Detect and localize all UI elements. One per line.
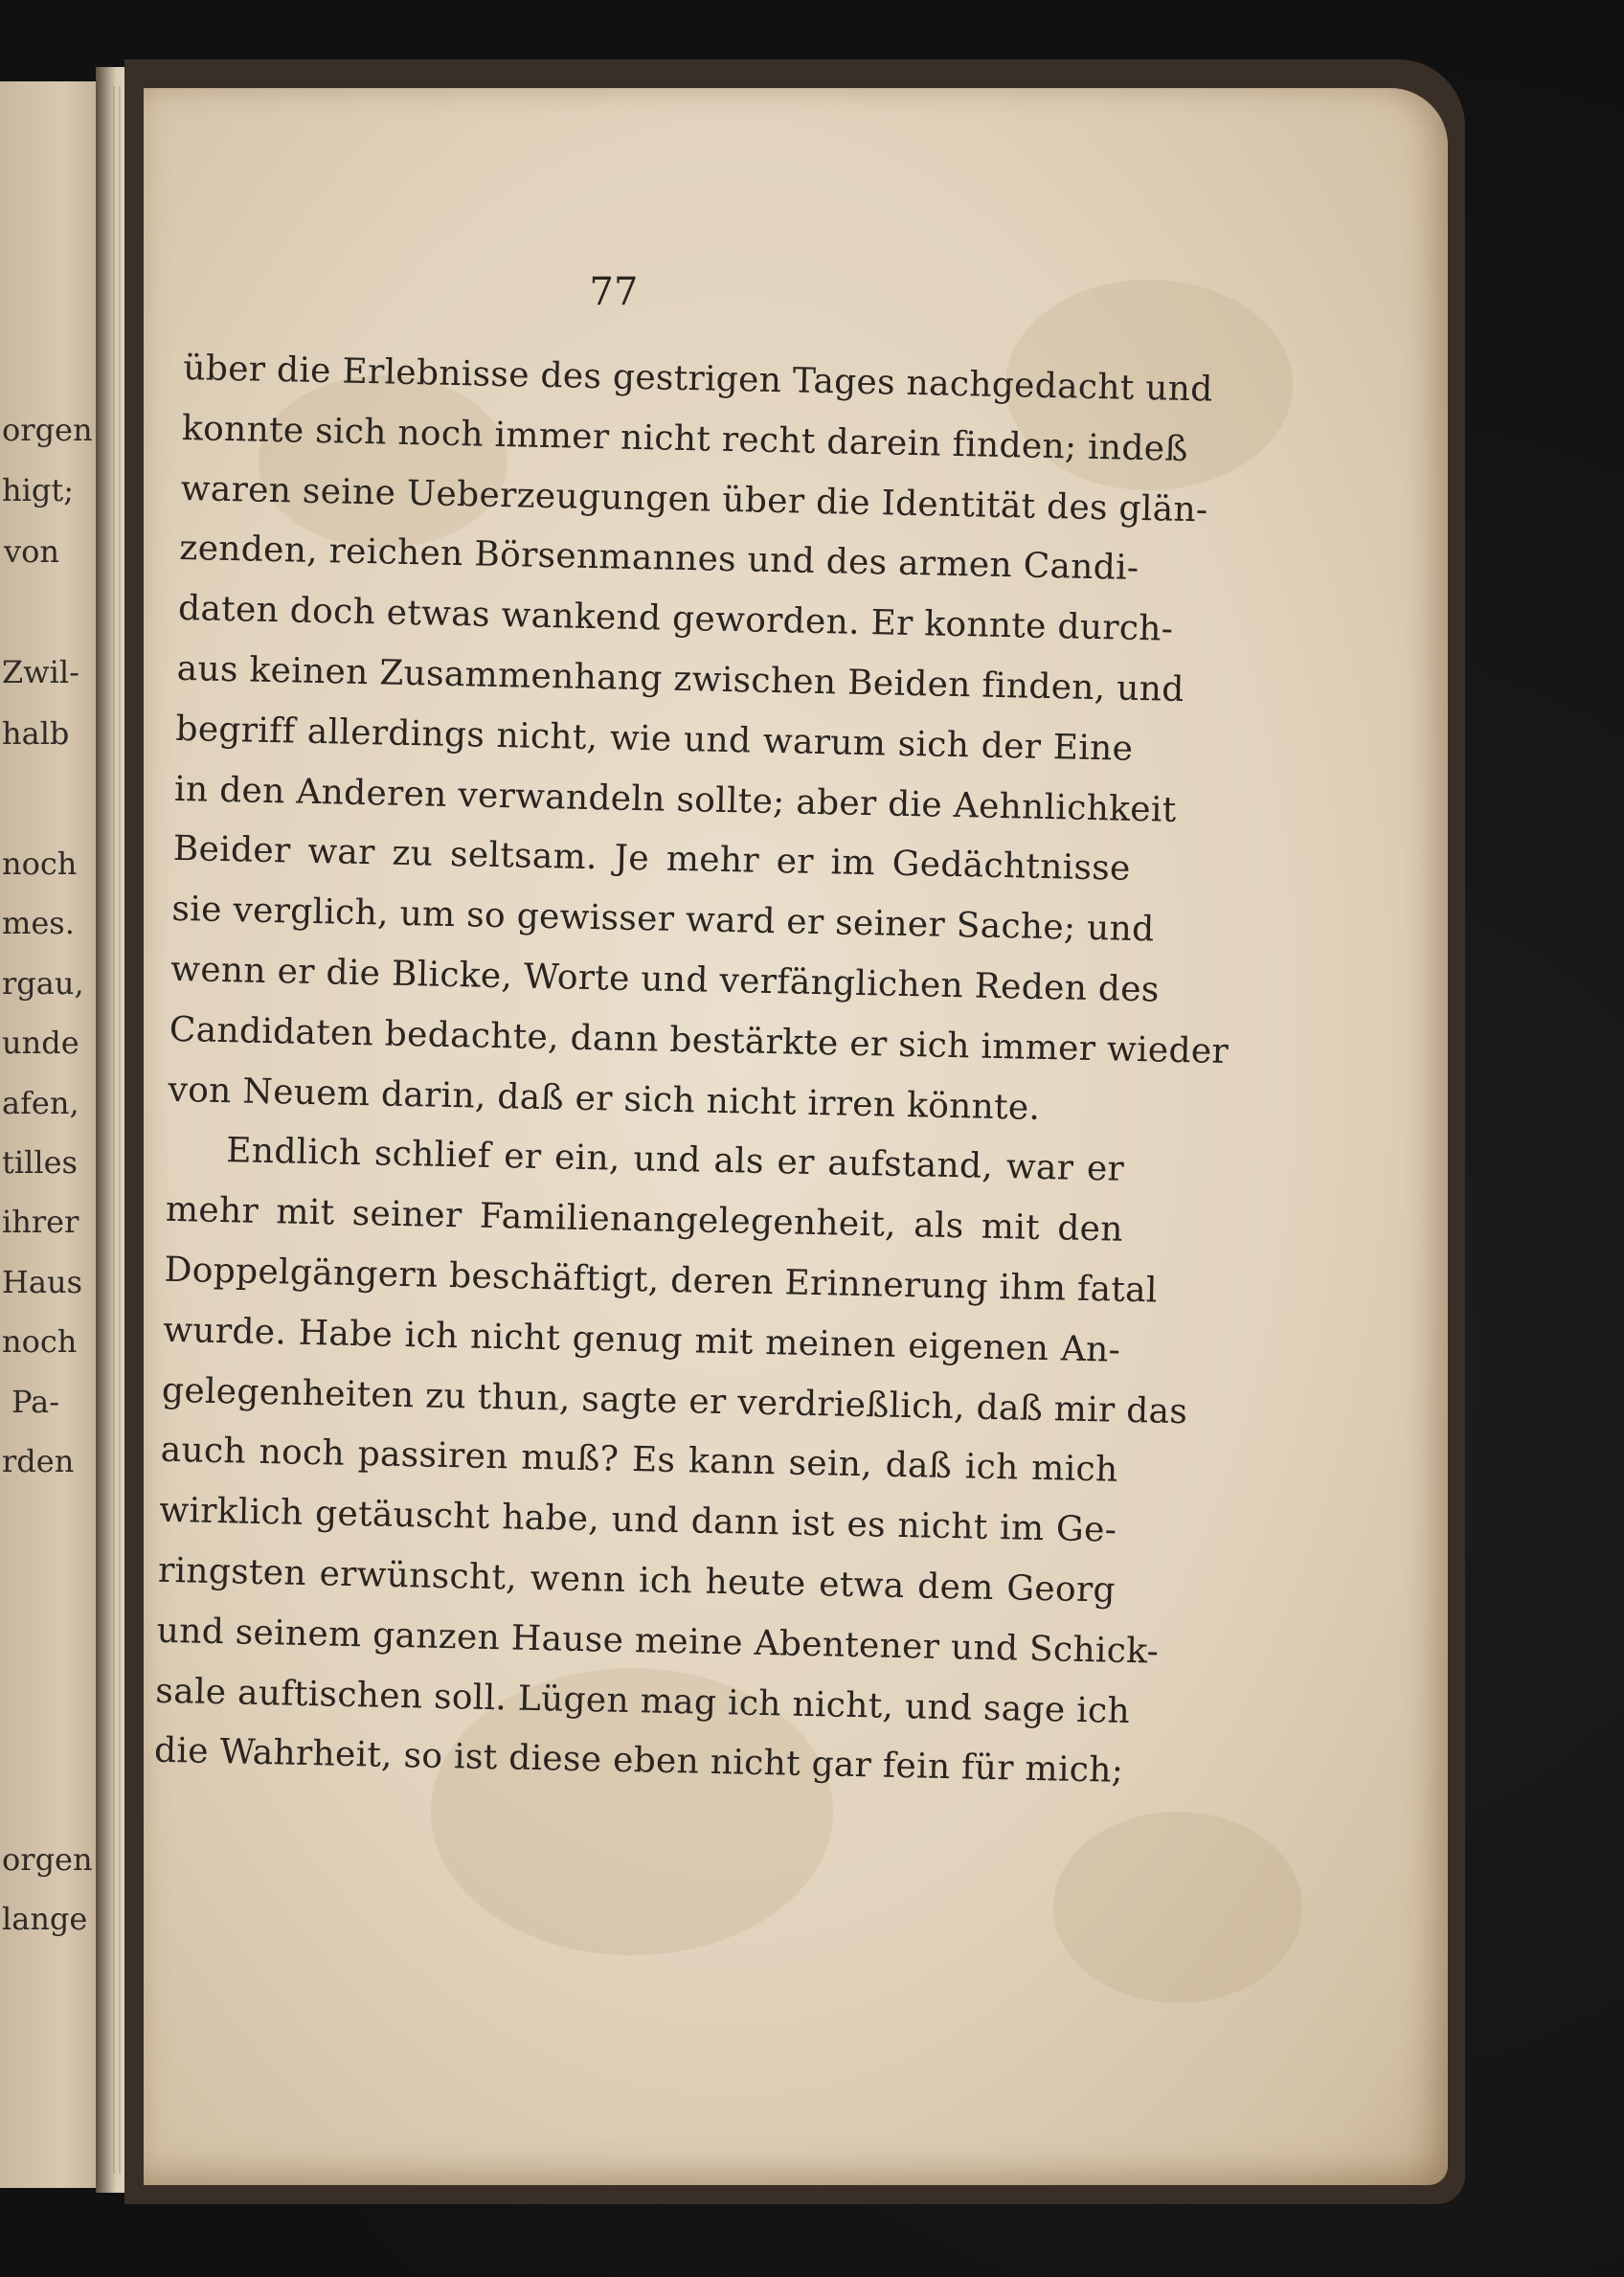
left-fragment-text: noch: [2, 1323, 78, 1360]
paper-stain: [1053, 1812, 1302, 2003]
left-fragment-text: tilles: [2, 1144, 78, 1181]
left-fragment-text: Zwil-: [2, 654, 79, 690]
text-line: waren seine Ueberzeugungen über die Identität des glän-: [180, 468, 1208, 530]
page-number: 77: [589, 270, 639, 314]
text-line: von Neuem darin, daß er sich nicht irren könnte.: [168, 1070, 1041, 1128]
facing-page-fragment: [0, 81, 105, 2188]
text-line: aus keinen Zusammenhang zwischen Beiden finden, und: [176, 648, 1184, 710]
text-line: gelegenheiten zu thun, sagte er verdrießlich, daß mir das: [161, 1370, 1188, 1432]
text-line: auch noch passiren muß? Es kann sein, daß ich mich: [160, 1431, 1118, 1491]
left-fragment-text: rgau,: [2, 965, 84, 1002]
left-fragment-text: Pa-: [11, 1384, 59, 1420]
text-line: in den Anderen verwandeln sollte; aber die Aehnlichkeit: [173, 769, 1177, 830]
text-line: wenn er die Blicke, Worte und verfänglichen Reden des: [169, 949, 1161, 1010]
text-line: begriff allerdings nicht, wie und warum sich der Eine: [175, 709, 1134, 769]
left-fragment-text: von: [4, 533, 59, 570]
left-fragment-text: unde: [2, 1025, 79, 1061]
text-line: ringsten erwünscht, wenn ich heute etwa dem Georg: [157, 1550, 1116, 1611]
text-line: über die Erlebnisse des gestrigen Tages nachgedacht und: [182, 348, 1214, 410]
text-line: Candidaten bedachte, dann bestärkte er sich immer wieder: [169, 1009, 1229, 1071]
text-line: mehr mit seiner Familienangelegenheit, als mit den: [165, 1189, 1124, 1250]
left-fragment-text: afen,: [2, 1085, 79, 1121]
left-fragment-text: ihrer: [2, 1204, 79, 1240]
text-line: die Wahrheit, so ist diese eben nicht gar fein für mich;: [153, 1731, 1124, 1792]
left-fragment-text: orgen: [2, 1841, 93, 1878]
text-line: Endlich schlief er ein, und als er aufstand, war er: [225, 1131, 1125, 1190]
left-fragment-text: higt;: [2, 472, 74, 508]
body-text: [153, 339, 1229, 1802]
text-line: Doppelgängern beschäftigt, deren Erinnerung ihm fatal: [164, 1250, 1159, 1311]
text-line: und seinem ganzen Hause meine Abentener und Schick-: [156, 1611, 1160, 1672]
text-line: Beider war zu seltsam. Je mehr er im Gedächtnisse: [172, 829, 1132, 890]
left-fragment-text: lange: [2, 1901, 88, 1937]
text-line: wirklich getäuscht habe, und dann ist es nicht im Ge-: [158, 1490, 1117, 1550]
text-line: zenden, reichen Börsenmannes und des armen Candi-: [178, 529, 1139, 589]
text-line: sie verglich, um so gewisser ward er seiner Sache; und: [171, 890, 1155, 950]
left-fragment-text: orgen: [2, 412, 93, 448]
left-fragment-text: rden: [2, 1443, 75, 1479]
left-fragment-text: noch: [2, 845, 78, 882]
text-line: wurde. Habe ich nicht genug mit meinen eigenen An-: [162, 1310, 1121, 1370]
text-line: sale auftischen soll. Lügen mag ich nicht, und sage ich: [154, 1671, 1131, 1731]
left-fragment-text: Haus: [2, 1264, 83, 1300]
book-page: [144, 88, 1448, 2185]
text-line: daten doch etwas wankend geworden. Er konnte durch-: [177, 589, 1174, 649]
left-fragment-text: mes.: [2, 905, 75, 941]
left-fragment-text: halb: [2, 715, 70, 752]
text-line: konnte sich noch immer nicht recht darein finden; indeß: [181, 408, 1189, 469]
